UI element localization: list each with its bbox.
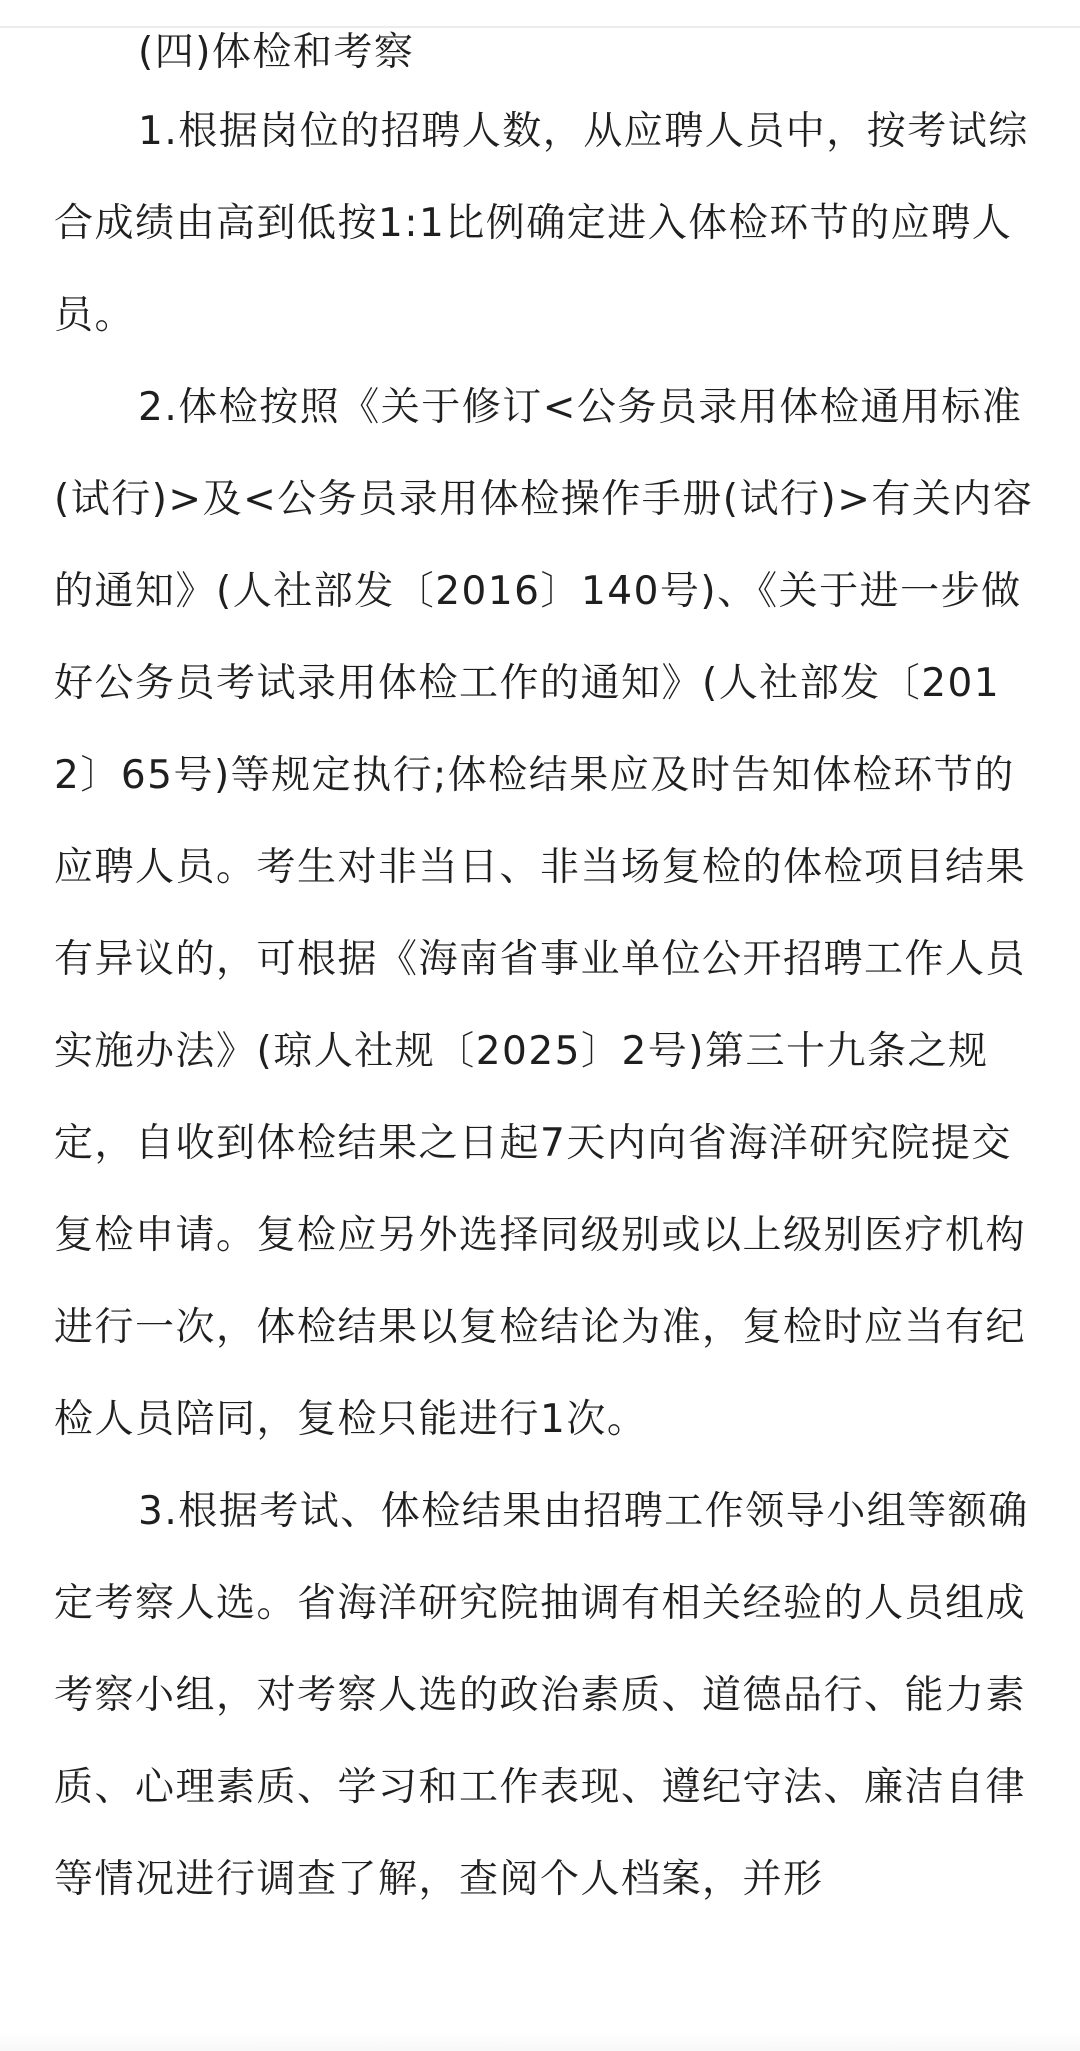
section-heading: (四)体检和考察 [138, 30, 415, 75]
document-body [54, 20, 1034, 1926]
paragraph-1: 1.根据岗位的招聘人数，从应聘人员中，按考试综合成绩由高到低按1:1比例确定进入体检环节的应聘人员。 [54, 109, 1029, 338]
bottom-edge [0, 2033, 1080, 2051]
paragraph-2: 2.体检按照《关于修订<公务员录用体检通用标准(试行)>及<公务员录用体检操作手册(试行)>有关内容的通知》(人社部发〔2016〕140号)、《关于进一步做好公务员考试录用体检工作的通知》(人社部发〔2012〕65号)等规定执行;体检结果应及时告知体检环节的应聘人员。考生对非当日、非当场复检的体检项目结果有异议的，可根据《海南省事业单位公开招聘工作人员实施办法》(琼人社规〔2025〕2号)第三十九条之规定，自收到体检结果之日起7天内向省海洋研究院提交复检申请。复检应另外选择同级别或以上级别医疗机构进行一次，体检结果以复检结论为准，复检时应当有纪检人员陪同，复检只能进行1次。 [54, 385, 1034, 1442]
paragraph-3: 3.根据考试、体检结果由招聘工作领导小组等额确定考察人选。省海洋研究院抽调有相关经验的人员组成考察小组，对考察人选的政治素质、道德品行、能力素质、心理素质、学习和工作表现、遵纪守法、廉洁自律等情况进行调查了解，查阅个人档案，并形 [54, 1489, 1029, 1902]
